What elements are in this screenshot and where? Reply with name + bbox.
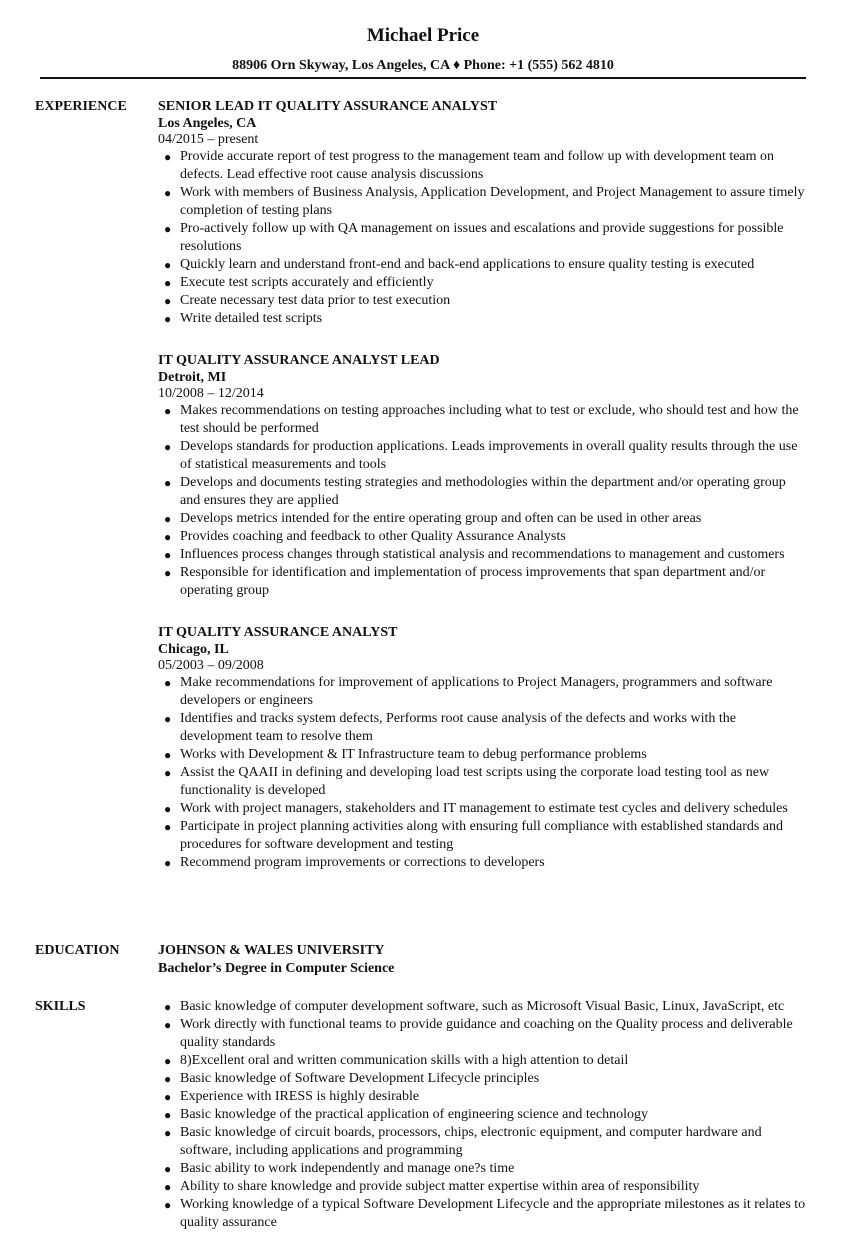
job-bullet: ● Provides coaching and feedback to other Quality Assurance Analysts [164,529,566,544]
job-location: Detroit, MI [158,370,227,385]
job-bullet-list [158,674,808,872]
bullet-icon: ● [164,548,172,562]
bullet-icon: ● [164,150,172,164]
bullet-icon: ● [164,476,172,490]
job-bullet: ● Quickly learn and understand front-end and back-end applications to ensure quality testing is executed [164,257,755,272]
job-bullet: ● Write detailed test scripts [164,311,323,326]
bullet-icon: ● [164,1180,172,1194]
section-label-experience: EXPERIENCE [35,99,127,114]
bullet-icon: ● [164,802,172,816]
bullet-icon: ● [164,1054,172,1068]
bullet-icon: ● [164,186,172,200]
skill-item: ● Basic knowledge of Software Development Lifecycle principles [164,1071,540,1086]
job-bullet: ● Develops and documents testing strategies and methodologies within the department and/or operating group and ensures they are applied [164,475,786,508]
job-dates: 04/2015 – present [158,132,259,147]
bullet-icon: ● [164,440,172,454]
bullet-icon: ● [164,258,172,272]
skill-item: ● Working knowledge of a typical Software Development Lifecycle and the appropriate milestones as it relates to quality assurance [164,1197,806,1230]
skill-item: ● Work directly with functional teams to provide guidance and coaching on the Quality process and deliverable quality standards [164,1017,793,1050]
bullet-icon: ● [164,748,172,762]
skill-item: ● Basic knowledge of circuit boards, processors, chips, electronic equipment, and computer hardware and software, including applications and programming [164,1125,762,1158]
job-bullet: ● Makes recommendations on testing approaches including what to test or exclude, who should test and how the test should be performed [164,403,799,436]
job-bullet: ● Works with Development & IT Infrastructure team to debug performance problems [164,747,647,762]
bullet-icon: ● [164,1198,172,1212]
job-title: SENIOR LEAD IT QUALITY ASSURANCE ANALYST [158,99,498,114]
header-divider [40,77,806,79]
job-bullet: ● Create necessary test data prior to test execution [164,293,451,308]
bullet-icon: ● [164,566,172,580]
job-bullet-list [158,402,808,600]
section-label-skills: SKILLS [35,999,86,1014]
job-dates: 05/2003 – 09/2008 [158,658,264,673]
bullet-icon: ● [164,766,172,780]
job-bullet: ● Execute test scripts accurately and efficiently [164,275,434,290]
bullet-icon: ● [164,1090,172,1104]
job-bullet: ● Identifies and tracks system defects, Performs root cause analysis of the defects and works with the development team to resolve them [164,711,736,744]
job-bullet: ● Make recommendations for improvement of applications to Project Managers, programmers and software developers or engineers [164,675,773,708]
skill-item: ● Basic knowledge of computer development software, such as Microsoft Visual Basic, Linux, JavaScript, etc [164,999,785,1014]
job-dates: 10/2008 – 12/2014 [158,386,264,401]
job-title: IT QUALITY ASSURANCE ANALYST LEAD [158,353,440,368]
candidate-name: Michael Price [366,25,480,46]
job-bullet: ● Participate in project planning activities along with ensuring full compliance with established standards and procedures for software development and testing [164,819,784,852]
bullet-icon: ● [164,1000,172,1014]
bullet-icon: ● [164,676,172,690]
job-location: Chicago, IL [158,642,229,657]
job-bullet: ● Work with project managers, stakeholders and IT management to estimate test cycles and delivery schedules [164,801,788,816]
job-bullet: ● Influences process changes through statistical analysis and recommendations to management and customers [164,547,785,562]
bullet-icon: ● [164,820,172,834]
job-title: IT QUALITY ASSURANCE ANALYST [158,625,398,640]
skills-list [158,998,808,1232]
bullet-icon: ● [164,1108,172,1122]
section-label-education: EDUCATION [35,943,120,958]
job-bullet: ● Provide accurate report of test progress to the management team and follow up with development team on defects. Lead effective root cause analysis discussions [164,149,775,182]
bullet-icon: ● [164,294,172,308]
skill-item: ● Ability to share knowledge and provide subject matter expertise within area of responsibility [164,1179,700,1194]
job-bullet: ● Pro-actively follow up with QA management on issues and escalations and provide suggestions for possible resolutions [164,221,784,254]
skill-item: ● Basic knowledge of the practical application of engineering science and technology [164,1107,649,1122]
experience-body [158,98,808,896]
bullet-icon: ● [164,1018,172,1032]
bullet-icon: ● [164,856,172,870]
degree-name: Bachelor’s Degree in Computer Science [158,961,395,976]
job-bullet: ● Develops standards for production applications. Leads improvements in overall quality results through the use of statistical measurements and tools [164,439,798,472]
job-bullet: ● Responsible for identification and implementation of process improvements that span department and/or operating group [164,565,766,598]
education-body [158,942,808,978]
skill-item: ● Experience with IRESS is highly desirable [164,1089,420,1104]
resume-header [40,24,806,75]
bullet-icon: ● [164,1126,172,1140]
contact-line: 88906 Orn Skyway, Los Angeles, CA ♦ Phone: +1 (555) 562 4810 [232,58,614,73]
bullet-icon: ● [164,512,172,526]
bullet-icon: ● [164,1072,172,1086]
job-bullet: ● Assist the QAAII in defining and developing load test scripts using the corporate load testing tool as new functionality is developed [164,765,770,798]
bullet-icon: ● [164,276,172,290]
skill-item: ● Basic ability to work independently and manage one?s time [164,1161,515,1176]
skill-item: ● 8)Excellent oral and written communication skills with a high attention to detail [164,1053,629,1068]
job-bullet: ● Work with members of Business Analysis, Application Development, and Project Management to assure timely completion of testing plans [164,185,805,218]
job-entry [158,352,808,600]
skills-body [158,998,808,1232]
job-entry [158,98,808,328]
job-location: Los Angeles, CA [158,116,257,131]
job-bullet: ● Recommend program improvements or corrections to developers [164,855,545,870]
bullet-icon: ● [164,1162,172,1176]
bullet-icon: ● [164,222,172,236]
job-bullet-list [158,148,808,328]
job-bullet: ● Develops metrics intended for the entire operating group and often can be used in other areas [164,511,702,526]
bullet-icon: ● [164,312,172,326]
school-name: JOHNSON & WALES UNIVERSITY [158,943,385,958]
bullet-icon: ● [164,530,172,544]
bullet-icon: ● [164,404,172,418]
bullet-icon: ● [164,712,172,726]
job-entry [158,624,808,872]
